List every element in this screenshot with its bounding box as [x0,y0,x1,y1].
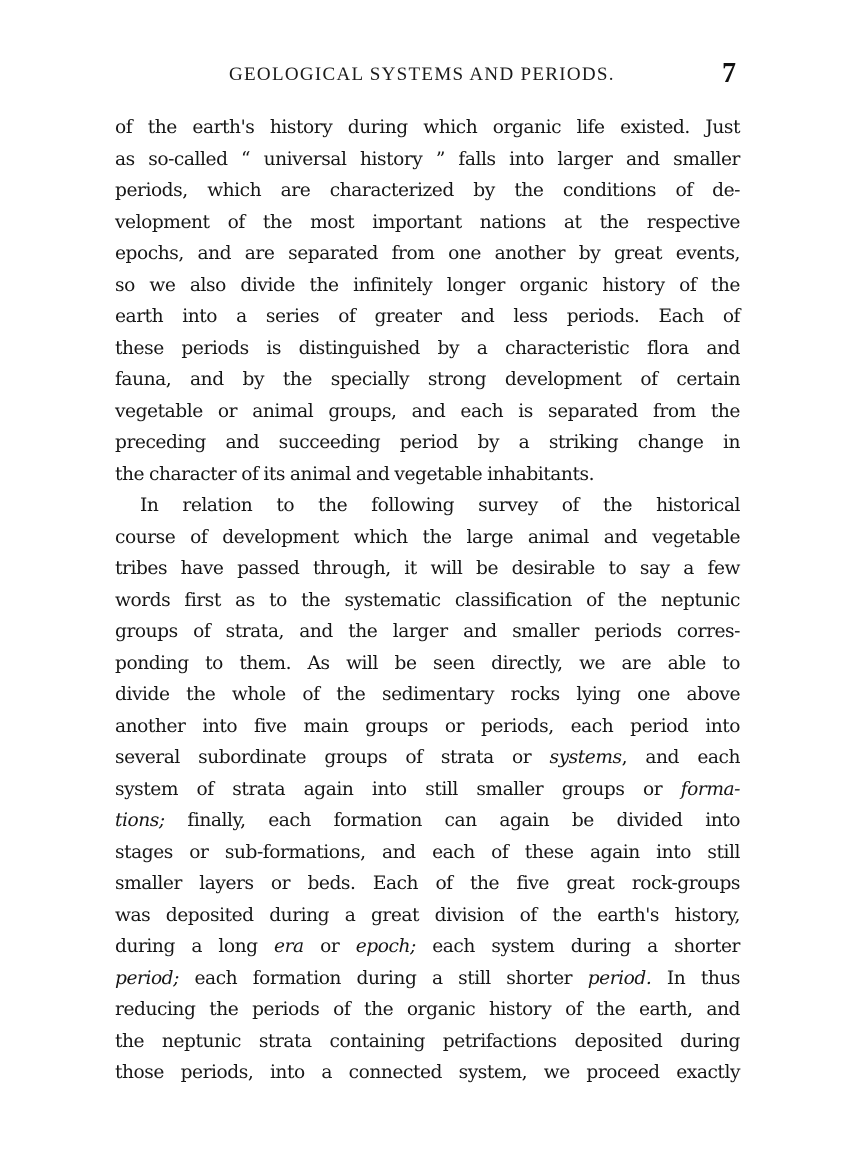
text-line: another into five main groups or periods, each period into [115,715,740,737]
text-line: earth into a series of greater and less periods. Each of [115,306,740,327]
text-line: groups of strata, and the larger and smaller periods corres- [115,621,740,642]
text-line: period; each formation during a still shorter period. In thus [115,967,740,989]
text-line: during a long era or epoch; each system during a shorter [115,936,740,957]
text-line: smaller layers or beds. Each of the five great rock-groups [115,873,740,894]
text-line: velopment of the most important nations at the respective [115,211,740,233]
text-line: periods, which are characterized by the conditions of de- [115,180,740,201]
text-line: of the earth's history during which organic life existed. Just [115,117,740,138]
text-line: tribes have passed through, it will be desirable to say a few [115,558,740,579]
running-head [115,58,740,90]
text-line: fauna, and by the specially strong development of certain [115,369,740,390]
text-line: these periods is distinguished by a characteristic flora and [115,337,740,359]
text-line: those periods, into a connected system, we proceed exactly [115,1062,740,1083]
text-line: words first as to the systematic classification of the neptunic [115,589,740,611]
text-line: was deposited during a great division of the earth's history, [115,904,740,926]
text-line: ponding to them. As will be seen directly, we are able to [115,652,740,674]
text-line: system of strata again into still smaller groups or forma- [115,778,740,800]
text-line: the neptunic strata containing petrifactions deposited during [115,1030,740,1052]
text-line: reducing the periods of the organic history of the earth, and [115,999,740,1020]
text-line: In relation to the following survey of the historical [140,495,740,516]
text-line: stages or sub-formations, and each of these again into still [115,841,740,863]
text-line: preceding and succeeding period by a striking change in [115,432,740,453]
text-line: several subordinate groups of strata or systems, and each [115,747,740,768]
text-line: epochs, and are separated from one another by great events, [115,243,740,264]
body-text [115,112,740,1089]
text-line: vegetable or animal groups, and each is separated from the [115,400,740,422]
running-head-title: GEOLOGICAL SYSTEMS AND PERIODS. [229,64,615,85]
text-line: tions; finally, each formation can again be divided into [115,810,740,831]
text-line: so we also divide the infinitely longer organic history of the [115,274,740,296]
page-number: 7 [722,58,736,89]
text-line: course of development which the large animal and vegetable [115,526,740,548]
text-line: the character of its animal and vegetable inhabitants. [115,463,595,485]
text-line: divide the whole of the sedimentary rocks lying one above [115,684,740,705]
text-line: as so-called “ universal history ” falls into larger and smaller [115,148,740,170]
